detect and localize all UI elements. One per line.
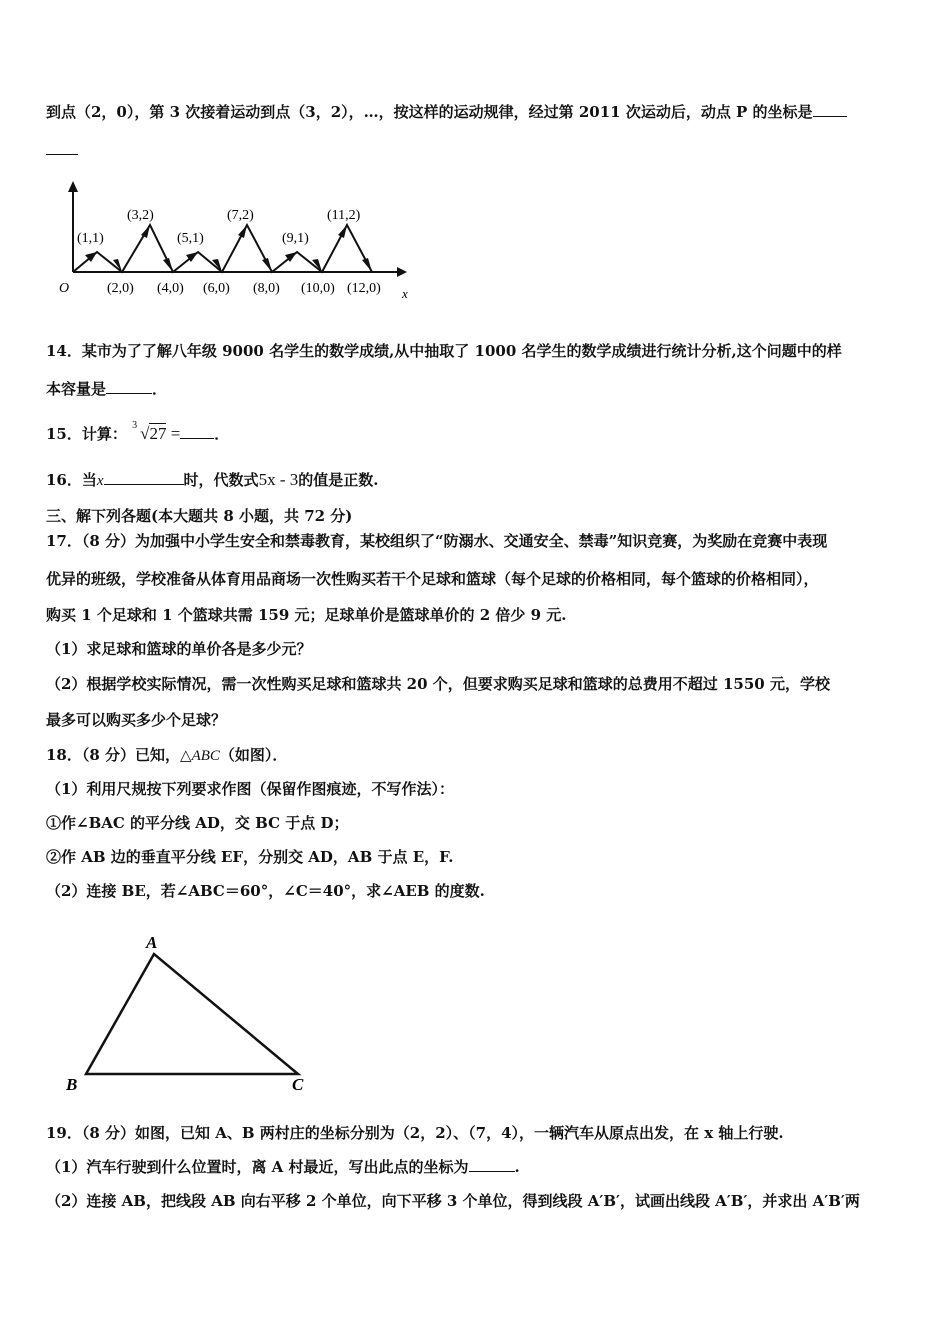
q17-subquestion-2-line1: （2）根据学校实际情况，需一次性购买足球和篮球共 20 个，但要求购买足球和篮球的总费用不超过 1550 元，学校 — [46, 675, 830, 693]
graph-axis-label: (8,0) — [253, 281, 280, 296]
q17-text-line1: 17．（8 分）为加强中小学生安全和禁毒教育，某校组织了“防溺水、交通安全、禁毒”知识竞赛，为奖励在竞赛中表现 — [46, 532, 828, 550]
q15-text: 15．计算： 3 √27 = ． — [46, 420, 230, 443]
graph-point-label: (1,1) — [77, 231, 104, 246]
q17-subquestion-1: （1）求足球和篮球的单价各是多少元？ — [46, 640, 312, 658]
q18-triangle-figure — [60, 930, 320, 1100]
q19-subquestion-1: （1）汽车行驶到什么位置时，离 A 村最近，写出此点的坐标为 . — [46, 1158, 520, 1176]
q13-answer-blank — [46, 140, 78, 160]
graph-point-label: (11,2) — [327, 208, 361, 223]
q17-subquestion-2-line2: 最多可以购买多少个足球？ — [46, 711, 227, 729]
graph-axis-label: (12,0) — [347, 281, 381, 296]
graph-point-label: (5,1) — [177, 231, 204, 246]
q13-zigzag-graph — [55, 180, 420, 305]
section-3-heading: 三、解下列各题(本大题共 8 小题，共 72 分) — [46, 507, 353, 525]
graph-point-label: (7,2) — [227, 208, 254, 223]
q18-text-line1: 18．（8 分）已知，△ABC（如图）． — [46, 746, 288, 764]
q14-text-line2: 本容量是 ． — [46, 380, 168, 398]
graph-point-label: (3,2) — [127, 208, 154, 223]
graph-axis-label: (4,0) — [157, 281, 184, 296]
graph-axis-label: (6,0) — [203, 281, 230, 296]
vertex-a-label: A — [146, 933, 158, 952]
q18-subquestion-1: （1）利用尺规按下列要求作图（保留作图痕迹，不写作法）： — [46, 780, 454, 798]
q13-text-line1: 到点（2，0），第 3 次接着运动到点（3，2），…，按这样的运动规律，经过第 2011 次运动后，动点 P 的坐标是 — [46, 102, 847, 122]
q17-text-line2: 优异的班级，学校准备从体育用品商场一次性购买若干个足球和篮球（每个足球的价格相同，每个篮球的价格相同）， — [46, 570, 819, 588]
q17-text-line3: 购买 1 个足球和 1 个篮球共需 159 元；足球单价是篮球单价的 2 倍少 9 元. — [46, 606, 567, 624]
q18-step-1: ①作∠BAC 的平分线 AD，交 BC 于点 D； — [46, 814, 349, 832]
graph-axis-label: (2,0) — [107, 281, 134, 296]
graph-axis-label: (10,0) — [301, 281, 335, 296]
graph-point-label: (9,1) — [282, 231, 309, 246]
q16-text: 16．当x 时，代数式5x - 3的值是正数. — [46, 470, 379, 489]
vertex-b-label: B — [66, 1075, 78, 1094]
graph-x-label: x — [402, 286, 408, 301]
cube-root-expression: 3 √27 = — [132, 420, 181, 443]
q14-text-line1: 14．某市为了了解八年级 9000 名学生的数学成绩,从中抽取了 1000 名学生的数学成绩进行统计分析,这个问题中的样 — [46, 342, 842, 360]
vertex-c-label: C — [292, 1075, 304, 1094]
q19-text-line1: 19．（8 分）如图，已知 A、B 两村庄的坐标分别为（2，2）、（7，4），一辆汽车从原点出发，在 x 轴上行驶. — [46, 1124, 784, 1142]
q19-subquestion-2: （2）连接 AB，把线段 AB 向右平移 2 个单位，向下平移 3 个单位，得到线段 A′B′，试画出线段 A′B′，并求出 A′B′两 — [46, 1192, 860, 1210]
q18-subquestion-2: （2）连接 BE，若∠ABC＝60°，∠C＝40°，求∠AEB 的度数. — [46, 882, 485, 900]
graph-origin-label: O — [59, 281, 70, 296]
q18-step-2: ②作 AB 边的垂直平分线 EF，分别交 AD，AB 于点 E，F. — [46, 848, 454, 866]
